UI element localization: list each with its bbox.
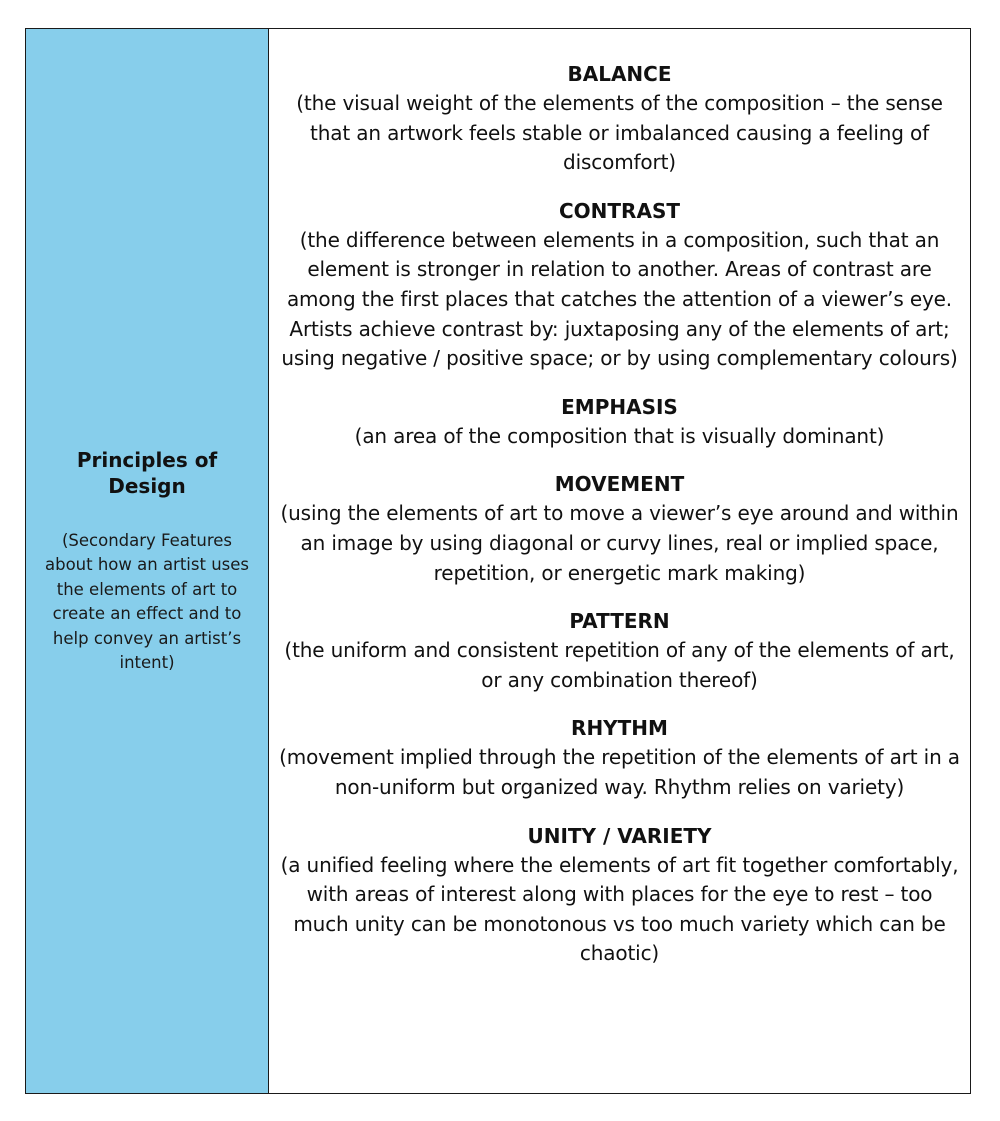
principle-name: MOVEMENT <box>554 472 685 497</box>
principle-emphasis <box>277 392 962 452</box>
principle-description: (the uniform and consistent repetition of any of the elements of art, or any combination thereof) <box>284 638 955 692</box>
category-subtitle: (Secondary Features about how an artist uses the elements of art to create an effect and to help convey an artist’s intent) <box>44 530 250 672</box>
principle-name: CONTRAST <box>559 198 680 223</box>
principle-pattern <box>277 606 962 695</box>
principle-unity-variety <box>277 821 962 969</box>
principle-name: RHYTHM <box>571 716 668 741</box>
principles-table <box>25 28 971 1094</box>
principle-description: (using the elements of art to move a viewer’s eye around and within an image by using diagonal or curvy lines, real or implied space, repetition, or energetic mark making) <box>280 501 959 585</box>
principle-movement <box>277 469 962 588</box>
principle-description: (the visual weight of the elements of the composition – the sense that an artwork feels stable or imbalanced causing a feeling of discomfort) <box>296 91 943 175</box>
category-title: Principles of Design <box>76 447 218 498</box>
principle-description: (movement implied through the repetition of the elements of art in a non-uniform but organized way. Rhythm relies on variety) <box>279 745 960 799</box>
principle-description: (an area of the composition that is visually dominant) <box>354 423 885 448</box>
principle-name: UNITY / VARIETY <box>527 823 712 848</box>
principle-description: (a unified feeling where the elements of art fit together comfortably, with areas of interest along with places for the eye to rest – too much unity can be monotonous vs too much variety which can be chaotic) <box>280 852 959 966</box>
principle-name: PATTERN <box>569 609 670 634</box>
principle-description: (the difference between elements in a composition, such that an element is stronger in relation to another. Areas of contrast are among the first places that catches the attention of a viewer’s eye. Artists achieve contrast by: juxtaposing any of the elements of art; using negative / positive space; or by using complementary colours) <box>281 227 958 371</box>
principle-name: EMPHASIS <box>561 394 678 419</box>
principle-contrast <box>277 196 962 374</box>
principles-list <box>269 29 970 1093</box>
principle-rhythm <box>277 713 962 802</box>
category-cell <box>26 29 269 1093</box>
principle-balance <box>277 59 962 178</box>
principle-name: BALANCE <box>567 62 672 86</box>
